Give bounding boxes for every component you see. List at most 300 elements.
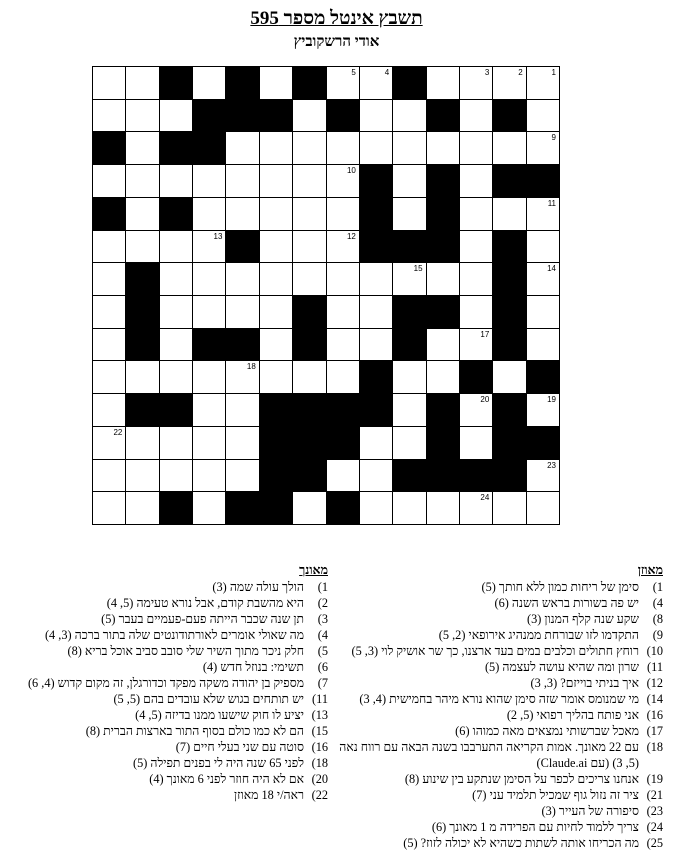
grid-cell[interactable]: [93, 460, 126, 493]
grid-cell[interactable]: [427, 492, 460, 525]
grid-cell[interactable]: [393, 165, 426, 198]
clue-text: צריך ללמוד לחיות עם הפרידה מ 1 מאונך (6): [431, 820, 639, 834]
black-cell: [327, 427, 360, 460]
across-clue: [333, 691, 663, 707]
black-cell: [493, 427, 526, 460]
black-cell: [126, 263, 159, 296]
grid-cell[interactable]: [126, 67, 159, 100]
clue-label-number: 20): [311, 772, 328, 786]
grid-cell[interactable]: [527, 198, 560, 231]
black-cell: [293, 427, 326, 460]
clue-label-number: 22): [311, 788, 328, 802]
black-cell: [126, 296, 159, 329]
down-clue: [0, 579, 328, 595]
grid-cell[interactable]: [293, 231, 326, 264]
down-clue: [0, 787, 328, 803]
grid-cell[interactable]: [327, 329, 360, 362]
grid-cell[interactable]: [327, 165, 360, 198]
black-cell: [193, 100, 226, 133]
grid-cell[interactable]: [193, 492, 226, 525]
grid-cell[interactable]: [126, 100, 159, 133]
black-cell: [260, 100, 293, 133]
across-heading: מאוזן: [637, 563, 663, 577]
black-cell: [427, 296, 460, 329]
down-clue: [0, 771, 328, 787]
grid-cell[interactable]: [527, 394, 560, 427]
clue-label-number: 11): [647, 660, 663, 674]
grid-cell[interactable]: [193, 296, 226, 329]
grid-cell[interactable]: [527, 296, 560, 329]
grid-cell[interactable]: [293, 198, 326, 231]
clue-number: 10: [346, 166, 356, 176]
across-clues: [333, 562, 663, 851]
clue-number: 9: [551, 133, 556, 143]
black-cell: [226, 329, 259, 362]
clue-text: שרון ומה שהיא עושה לעצמה (5): [484, 660, 639, 674]
across-clue: [333, 787, 663, 803]
black-cell: [393, 329, 426, 362]
black-cell: [493, 263, 526, 296]
grid-cell[interactable]: [360, 460, 393, 493]
across-clue: [333, 771, 663, 787]
grid-cell[interactable]: [226, 361, 259, 394]
grid-cell[interactable]: [460, 100, 493, 133]
clue-text: ראה/י 18 מאוזן: [234, 788, 304, 802]
grid-cell[interactable]: [393, 100, 426, 133]
grid-cell[interactable]: [160, 329, 193, 362]
grid-cell[interactable]: [527, 329, 560, 362]
grid-cell[interactable]: [360, 100, 393, 133]
grid-cell[interactable]: [193, 427, 226, 460]
grid-cell[interactable]: [460, 165, 493, 198]
grid-cell[interactable]: [126, 427, 159, 460]
clue-label-number: 15): [311, 724, 328, 738]
across-clue: [333, 595, 663, 611]
black-cell: [193, 132, 226, 165]
clue-text: סימן של ריחות כמון ללא חותך (5): [481, 580, 639, 594]
grid-cell[interactable]: [160, 231, 193, 264]
grid-cell[interactable]: [93, 492, 126, 525]
clue-text: הולך עולה שמה (3): [212, 580, 304, 594]
black-cell: [493, 460, 526, 493]
clue-number: 12: [346, 231, 356, 241]
grid-cell[interactable]: [327, 296, 360, 329]
down-clues: [0, 562, 328, 803]
across-clue: [333, 707, 663, 723]
down-clue: [0, 595, 328, 611]
black-cell: [527, 165, 560, 198]
grid-cell[interactable]: [260, 165, 293, 198]
grid-cell[interactable]: [93, 67, 126, 100]
across-clue: [333, 803, 663, 819]
grid-cell[interactable]: [93, 427, 126, 460]
clue-text: אם לא היה חוזר לפני 6 מאונך (4): [149, 772, 304, 786]
clue-label-number: 3): [317, 612, 328, 626]
grid-cell[interactable]: [160, 361, 193, 394]
clue-text: מספיק בן יהודה משקה מפקד וכדורגלן, זה מקום קדוש (4, 6): [27, 676, 304, 690]
grid-cell[interactable]: [360, 492, 393, 525]
black-cell: [460, 460, 493, 493]
clue-text: מאכל שברשותי נמצאים מאה כמוהו (6): [455, 724, 639, 738]
clue-number: 4: [384, 68, 390, 77]
puzzle-author: אודי הרשקוביץ: [293, 34, 380, 50]
grid-cell[interactable]: [527, 100, 560, 133]
puzzle-title: תשבץ אינטל מספר 595: [250, 8, 423, 29]
clue-text: יש פה בשורות בראש השנה (6): [494, 596, 639, 610]
black-cell: [427, 198, 460, 231]
grid-cell[interactable]: [293, 492, 326, 525]
grid-cell[interactable]: [327, 460, 360, 493]
grid-cell[interactable]: [193, 361, 226, 394]
grid-cell[interactable]: [93, 263, 126, 296]
clue-text: היא מהשבת קודם, אבל נורא טעימה (5, 4): [106, 596, 304, 610]
across-clue: [333, 643, 663, 659]
black-cell: [427, 427, 460, 460]
clue-label-number: 6): [317, 660, 328, 674]
grid-cell[interactable]: [293, 132, 326, 165]
grid-cell[interactable]: [260, 263, 293, 296]
across-clue: [333, 579, 663, 595]
grid-cell[interactable]: [360, 296, 393, 329]
clue-label-number: 18): [646, 740, 663, 754]
grid-cell[interactable]: [93, 361, 126, 394]
clue-text: מי שמנומס אומר שזה סימן שהוא נורא מיהר בחמישית (4, 3): [359, 692, 639, 706]
grid-cell[interactable]: [493, 67, 526, 100]
black-cell: [360, 198, 393, 231]
grid-cell[interactable]: [260, 361, 293, 394]
black-cell: [160, 198, 193, 231]
grid-cell[interactable]: [293, 361, 326, 394]
grid-cell[interactable]: [393, 263, 426, 296]
grid-cell[interactable]: [226, 296, 259, 329]
clue-text: אני פותח בהליך רפואי (5, 2): [506, 708, 639, 722]
clue-number: 19: [547, 395, 556, 405]
black-cell: [493, 100, 526, 133]
down-clue-list: [0, 579, 328, 803]
black-cell: [360, 394, 393, 427]
down-clue: [0, 755, 328, 771]
black-cell: [493, 329, 526, 362]
clue-number: 14: [547, 264, 556, 274]
clue-number: 22: [113, 427, 123, 437]
clue-label-number: 9): [652, 628, 663, 642]
down-clue: [0, 739, 328, 755]
down-clue: [0, 707, 328, 723]
grid-cell[interactable]: [160, 460, 193, 493]
clue-label-number: 23): [646, 804, 663, 818]
black-cell: [126, 394, 159, 427]
grid-cell[interactable]: [226, 427, 259, 460]
grid-cell[interactable]: [193, 165, 226, 198]
grid-cell[interactable]: [193, 263, 226, 296]
grid-cell[interactable]: [493, 132, 526, 165]
grid-cell[interactable]: [527, 263, 560, 296]
clue-label-number: 4): [652, 596, 663, 610]
black-cell: [393, 460, 426, 493]
down-clue: [0, 691, 328, 707]
clue-label-number: 4): [317, 628, 328, 642]
grid-cell[interactable]: [293, 165, 326, 198]
grid-cell[interactable]: [493, 492, 526, 525]
clue-text: יציע לו חוק שישעו ממנו בדיזה (5, 4): [135, 708, 304, 722]
grid-cell[interactable]: [393, 427, 426, 460]
grid-cell[interactable]: [327, 361, 360, 394]
clue-text: תשימי: בנוזל חדש (4): [202, 660, 304, 674]
black-cell: [293, 394, 326, 427]
across-clue: [333, 723, 663, 739]
across-clue: [333, 659, 663, 675]
down-clue: [0, 627, 328, 643]
clue-number: 24: [480, 493, 490, 503]
grid-cell[interactable]: [393, 198, 426, 231]
clue-number: 18: [246, 362, 256, 372]
clue-label-number: 11): [312, 692, 328, 706]
black-cell: [160, 394, 193, 427]
grid-cell[interactable]: [460, 427, 493, 460]
grid-cell[interactable]: [327, 231, 360, 264]
black-cell: [293, 460, 326, 493]
grid-cell[interactable]: [360, 67, 393, 100]
across-clue: [333, 819, 663, 835]
grid-cell[interactable]: [427, 263, 460, 296]
grid-cell[interactable]: [427, 67, 460, 100]
black-cell: [427, 394, 460, 427]
grid-cell[interactable]: [527, 132, 560, 165]
down-clue: [0, 675, 328, 691]
down-clue: [0, 723, 328, 739]
down-clue: [0, 611, 328, 627]
grid-cell[interactable]: [260, 296, 293, 329]
grid-cell[interactable]: [93, 231, 126, 264]
grid-cell[interactable]: [460, 296, 493, 329]
grid-cell[interactable]: [460, 263, 493, 296]
black-cell: [493, 231, 526, 264]
grid-cell[interactable]: [260, 231, 293, 264]
black-cell: [226, 100, 259, 133]
grid-cell[interactable]: [126, 198, 159, 231]
clue-text: התקדמו לזו שבורחת ממנהיג אירופאי (2, 5): [438, 628, 639, 642]
clue-number: 3: [484, 68, 490, 77]
grid-cell[interactable]: [193, 198, 226, 231]
clue-number: 17: [480, 329, 490, 339]
clue-text: מה שאולי אומרים לאורתודונטים שלה בתור ברכה (3, 4): [44, 628, 304, 642]
across-clue: [333, 627, 663, 643]
clue-number: 15: [413, 264, 423, 274]
grid-cell[interactable]: [293, 100, 326, 133]
grid-cell[interactable]: [460, 231, 493, 264]
grid-cell[interactable]: [260, 67, 293, 100]
clue-text: חלק ניכר מתוך השיר שלי סובב סביב אוכל בריא (8): [67, 644, 304, 658]
black-cell: [327, 394, 360, 427]
black-cell: [260, 427, 293, 460]
black-cell: [160, 492, 193, 525]
clue-label-number: 25): [646, 836, 663, 850]
grid-cell[interactable]: [493, 361, 526, 394]
black-cell: [360, 165, 393, 198]
clue-label-number: 10): [646, 644, 663, 658]
grid-cell[interactable]: [427, 132, 460, 165]
grid-cell[interactable]: [160, 427, 193, 460]
crossword-grid: [92, 66, 560, 525]
grid-cell[interactable]: [460, 492, 493, 525]
clue-text: אנחנו צריכים לכפר על הסימן שנתקע בין שינוע (8): [404, 772, 639, 786]
black-cell: [493, 296, 526, 329]
black-cell: [160, 132, 193, 165]
clue-number: 13: [213, 231, 223, 241]
grid-cell[interactable]: [360, 329, 393, 362]
grid-cell[interactable]: [427, 329, 460, 362]
clue-label-number: 8): [652, 612, 663, 626]
black-cell: [393, 296, 426, 329]
grid-cell[interactable]: [93, 100, 126, 133]
grid-cell[interactable]: [460, 329, 493, 362]
black-cell: [160, 67, 193, 100]
grid-cell[interactable]: [460, 198, 493, 231]
grid-cell[interactable]: [360, 132, 393, 165]
clue-number: 11: [547, 198, 556, 208]
black-cell: [226, 67, 259, 100]
across-clue: [333, 611, 663, 627]
grid-cell[interactable]: [93, 165, 126, 198]
grid-cell[interactable]: [460, 394, 493, 427]
grid-cell[interactable]: [226, 132, 259, 165]
clue-number: 23: [547, 460, 556, 470]
clue-text: שקע שנה קלף המנון (3): [526, 612, 639, 626]
grid-cell[interactable]: [126, 231, 159, 264]
black-cell: [226, 492, 259, 525]
clue-text: הם לא כמו כולם בסוף התור בארצות הברית (8): [85, 724, 304, 738]
clue-label-number: 24): [646, 820, 663, 834]
clue-label-number: 14): [646, 692, 663, 706]
across-clue-list: [333, 579, 663, 851]
across-clue: [333, 739, 663, 771]
grid-cell[interactable]: [493, 198, 526, 231]
grid-cell[interactable]: [527, 67, 560, 100]
grid-cell[interactable]: [93, 394, 126, 427]
black-cell: [360, 361, 393, 394]
grid-cell[interactable]: [393, 132, 426, 165]
grid-cell[interactable]: [160, 263, 193, 296]
clue-text: עם 22 מאונך. אמות הקריאה התערבבו בשנה הבאה עם רווח נאה (5, 3) (עם Claude.ai): [339, 740, 639, 770]
black-cell: [93, 198, 126, 231]
grid-cell[interactable]: [126, 492, 159, 525]
grid-cell[interactable]: [126, 460, 159, 493]
grid-cell[interactable]: [327, 132, 360, 165]
black-cell: [360, 231, 393, 264]
grid-cell[interactable]: [260, 198, 293, 231]
grid-cell[interactable]: [393, 394, 426, 427]
down-clue: [0, 643, 328, 659]
grid-cell[interactable]: [226, 165, 259, 198]
black-cell: [493, 394, 526, 427]
grid-cell[interactable]: [126, 165, 159, 198]
clue-text: איך בניתי בוייזם? (3, 3): [530, 676, 639, 690]
grid-cell[interactable]: [226, 394, 259, 427]
clue-text: רוחץ חתולים וכלבים במים בעד ארצנו, כך שר אושיק לוי (3, 5): [351, 644, 639, 658]
grid-cell[interactable]: [193, 67, 226, 100]
grid-cell[interactable]: [460, 67, 493, 100]
black-cell: [126, 329, 159, 362]
grid-cell[interactable]: [260, 329, 293, 362]
grid-cell[interactable]: [193, 394, 226, 427]
grid-cell[interactable]: [126, 132, 159, 165]
across-clue: [333, 675, 663, 691]
clue-label-number: 13): [311, 708, 328, 722]
grid-cell[interactable]: [527, 492, 560, 525]
clue-label-number: 7): [317, 676, 328, 690]
clue-number: 2: [518, 68, 523, 77]
grid-cell[interactable]: [327, 263, 360, 296]
clue-label-number: 1): [317, 580, 328, 594]
clue-number: 20: [480, 395, 490, 405]
clue-label-number: 2): [317, 596, 328, 610]
black-cell: [427, 231, 460, 264]
grid-cell[interactable]: [93, 296, 126, 329]
down-heading: מאונך: [299, 563, 328, 577]
clue-text: ציר זה נזול גוף שמכיל תלמיד עני (7): [472, 788, 639, 802]
grid-cell[interactable]: [193, 460, 226, 493]
grid-cell[interactable]: [260, 132, 293, 165]
grid-cell[interactable]: [327, 67, 360, 100]
black-cell: [427, 460, 460, 493]
grid-cell[interactable]: [93, 329, 126, 362]
clue-label-number: 12): [646, 676, 663, 690]
clue-label-number: 21): [646, 788, 663, 802]
grid-cell[interactable]: [393, 492, 426, 525]
clue-label-number: 5): [317, 644, 328, 658]
grid-cell[interactable]: [360, 427, 393, 460]
grid-cell[interactable]: [160, 296, 193, 329]
black-cell: [427, 100, 460, 133]
grid-cell[interactable]: [126, 361, 159, 394]
black-cell: [226, 231, 259, 264]
black-cell: [393, 231, 426, 264]
grid-cell[interactable]: [327, 198, 360, 231]
black-cell: [427, 165, 460, 198]
grid-cell[interactable]: [160, 165, 193, 198]
clue-text: סיפורה של העייר (3): [541, 804, 639, 818]
grid-cell[interactable]: [226, 460, 259, 493]
black-cell: [293, 296, 326, 329]
clue-label-number: 16): [311, 740, 328, 754]
clue-text: סוטה עם שני בעלי חיים (7): [175, 740, 304, 754]
grid-cell[interactable]: [226, 198, 259, 231]
grid-cell[interactable]: [160, 100, 193, 133]
black-cell: [327, 492, 360, 525]
grid-cell[interactable]: [193, 231, 226, 264]
black-cell: [193, 329, 226, 362]
clue-label-number: 17): [646, 724, 663, 738]
clue-label-number: 18): [311, 756, 328, 770]
black-cell: [393, 67, 426, 100]
black-cell: [93, 132, 126, 165]
black-cell: [293, 329, 326, 362]
grid-cell[interactable]: [427, 361, 460, 394]
clue-label-number: 1): [652, 580, 663, 594]
grid-cell[interactable]: [393, 361, 426, 394]
black-cell: [493, 165, 526, 198]
grid-cell[interactable]: [527, 460, 560, 493]
clue-text: יש תותחים בגוש שלא עובדים בהם (5, 5): [113, 692, 304, 706]
grid-cell[interactable]: [226, 263, 259, 296]
grid-cell[interactable]: [527, 231, 560, 264]
clue-text: מה הכריחו אותה לשתות כשהיא לא יכולה לזוז? (5): [403, 836, 639, 850]
clue-label-number: 19): [646, 772, 663, 786]
grid-cell[interactable]: [293, 263, 326, 296]
grid-cell[interactable]: [360, 263, 393, 296]
across-clue: [333, 835, 663, 851]
grid-cell[interactable]: [460, 132, 493, 165]
